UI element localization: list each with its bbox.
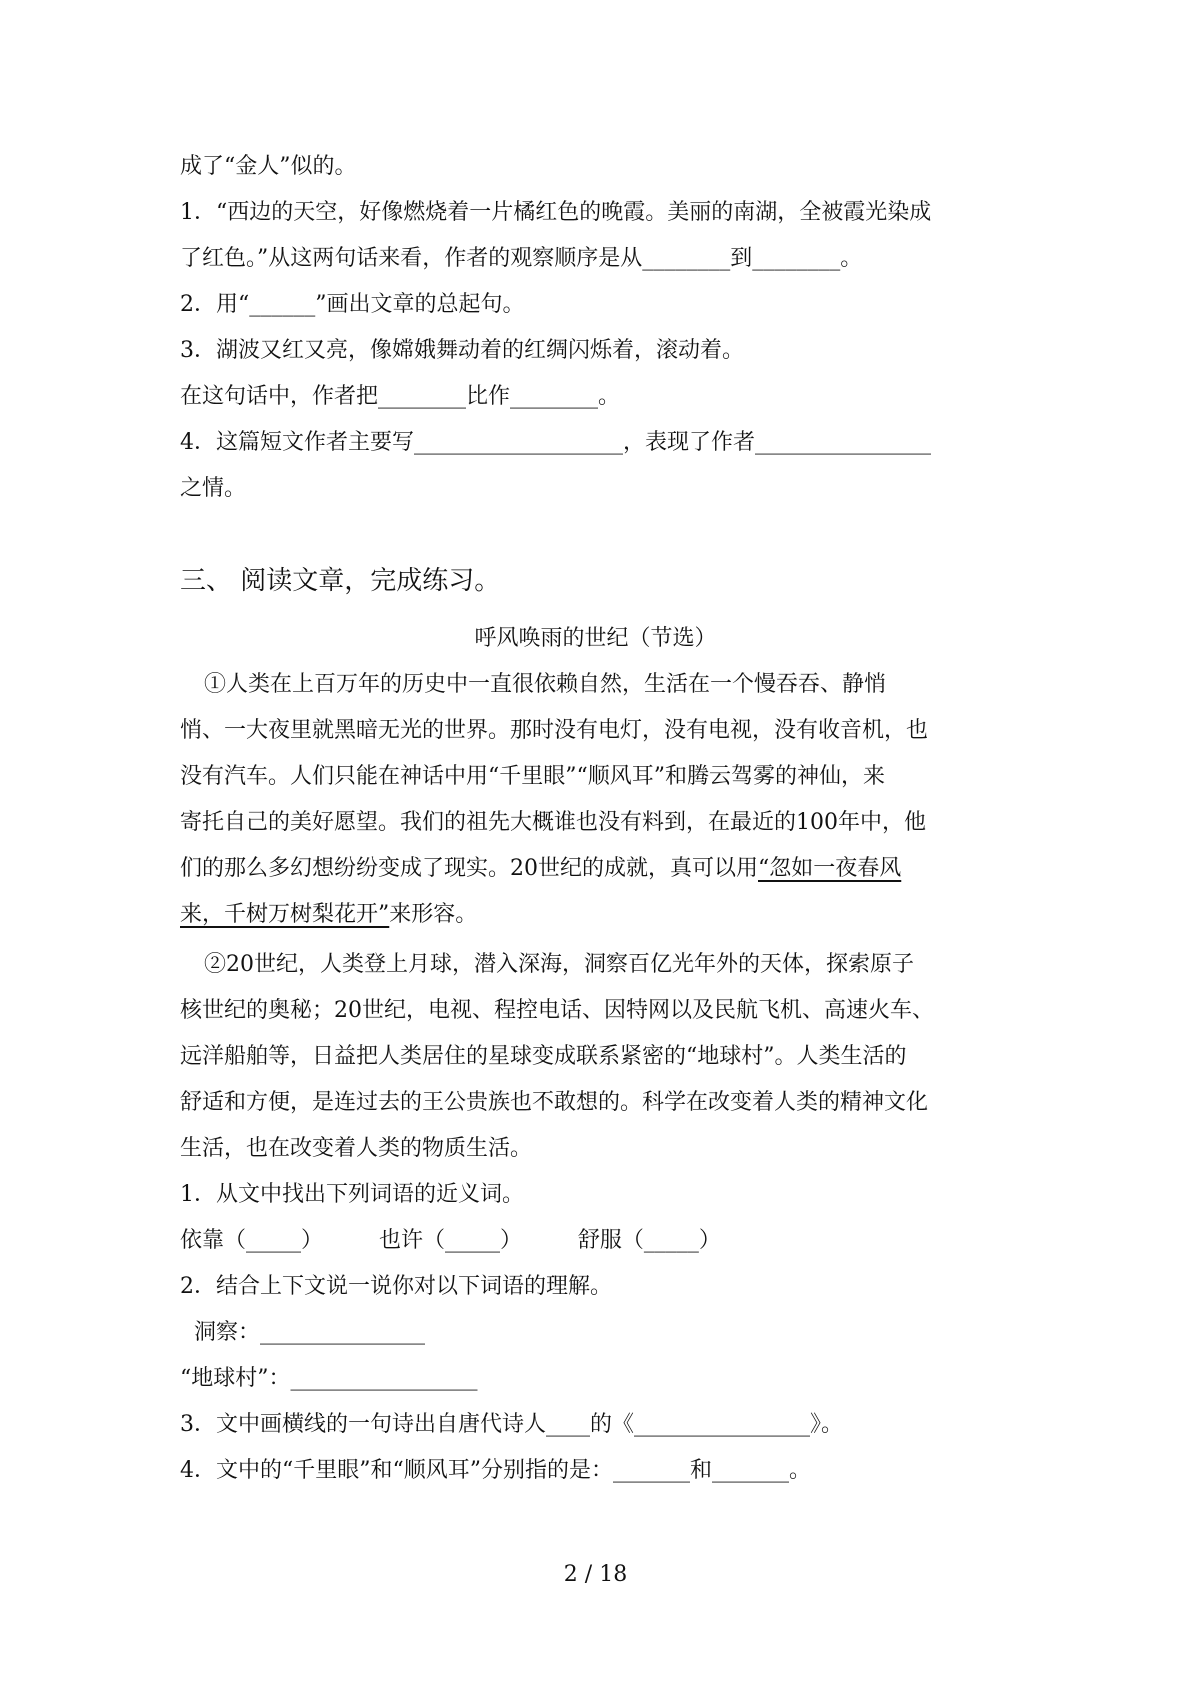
article-title: 呼风唤雨的世纪（节选） bbox=[474, 626, 717, 651]
paragraph-1-line-6 bbox=[180, 900, 477, 930]
paragraph-2-line-5: 生活，也在改变着人类的物质生活。 bbox=[180, 1136, 533, 1161]
paragraph-1-line-6-text: 来形容。 bbox=[389, 902, 478, 927]
question-1-line-2: 了红色。”从这两句话来看，作者的观察顺序是从________到________。 bbox=[180, 246, 863, 271]
paragraph-2-line-2: 核世纪的奥秘；20世纪，电视、程控电话、因特网以及民航飞机、高速火车、 bbox=[180, 998, 934, 1023]
exercise-2-term-1: 洞察：_______________ bbox=[180, 1320, 425, 1345]
exercise-2-term-2: “地球村”：_________________ bbox=[180, 1366, 478, 1391]
exercise-1: 1．从文中找出下列词语的近义词。 bbox=[180, 1182, 524, 1207]
underlined-poem-part-1: “忽如一夜春风 bbox=[758, 856, 902, 881]
text-line: 成了“金人”似的。 bbox=[180, 154, 357, 179]
paragraph-1-line-1: ①人类在上百万年的历史中一直很依赖自然，生活在一个慢吞吞、静悄 bbox=[204, 672, 887, 697]
paragraph-1-line-4: 寄托自己的美好愿望。我们的祖先大概谁也没有料到，在最近的100年中，他 bbox=[180, 810, 926, 835]
question-2: 2．用“______”画出文章的总起句。 bbox=[180, 292, 525, 317]
section-heading: 三、 阅读文章，完成练习。 bbox=[180, 566, 501, 596]
paragraph-2-line-1: ②20世纪，人类登上月球，潜入深海，洞察百亿光年外的天体，探索原子 bbox=[204, 952, 914, 977]
question-1-line-1: 1．“西边的天空，好像燃烧着一片橘红色的晚霞。美丽的南湖，全被霞光染成 bbox=[180, 200, 932, 225]
question-4-line-1: 4．这篇短文作者主要写___________________，表现了作者________________ bbox=[180, 430, 931, 455]
page-number: 2 / 18 bbox=[563, 1562, 628, 1587]
exercise-3: 3．文中画横线的一句诗出自唐代诗人____的《________________》。 bbox=[180, 1412, 843, 1437]
paragraph-2-line-4: 舒适和方便，是连过去的王公贵族也不敢想的。科学在改变着人类的精神文化 bbox=[180, 1090, 929, 1115]
question-3-line-2: 在这句话中，作者把________比作________。 bbox=[180, 384, 621, 409]
paragraph-1-line-2: 悄、一大夜里就黑暗无光的世界。那时没有电灯，没有电视，没有收音机，也 bbox=[180, 718, 929, 743]
question-4-line-2: 之情。 bbox=[180, 476, 247, 501]
underlined-poem-part-2: 来，千树万树梨花开” bbox=[180, 902, 390, 927]
exercise-4: 4．文中的“千里眼”和“顺风耳”分别指的是：_______和_______。 bbox=[180, 1458, 811, 1483]
paragraph-2-line-3: 远洋船舶等，日益把人类居住的星球变成联系紧密的“地球村”。人类生活的 bbox=[180, 1044, 907, 1069]
paragraph-1-line-3: 没有汽车。人们只能在神话中用“千里眼”“顺风耳”和腾云驾雾的神仙，来 bbox=[180, 764, 885, 789]
paragraph-1-line-5 bbox=[180, 854, 901, 884]
exercise-1-words: 依靠（_____） 也许（_____） 舒服（_____） bbox=[180, 1228, 721, 1253]
paragraph-1-line-5-text: 们的那么多幻想纷纷变成了现实。20世纪的成就，真可以用 bbox=[180, 856, 758, 881]
question-3-line-1: 3．湖波又红又亮，像嫦娥舞动着的红绸闪烁着，滚动着。 bbox=[180, 338, 744, 363]
exercise-2: 2．结合上下文说一说你对以下词语的理解。 bbox=[180, 1274, 612, 1299]
